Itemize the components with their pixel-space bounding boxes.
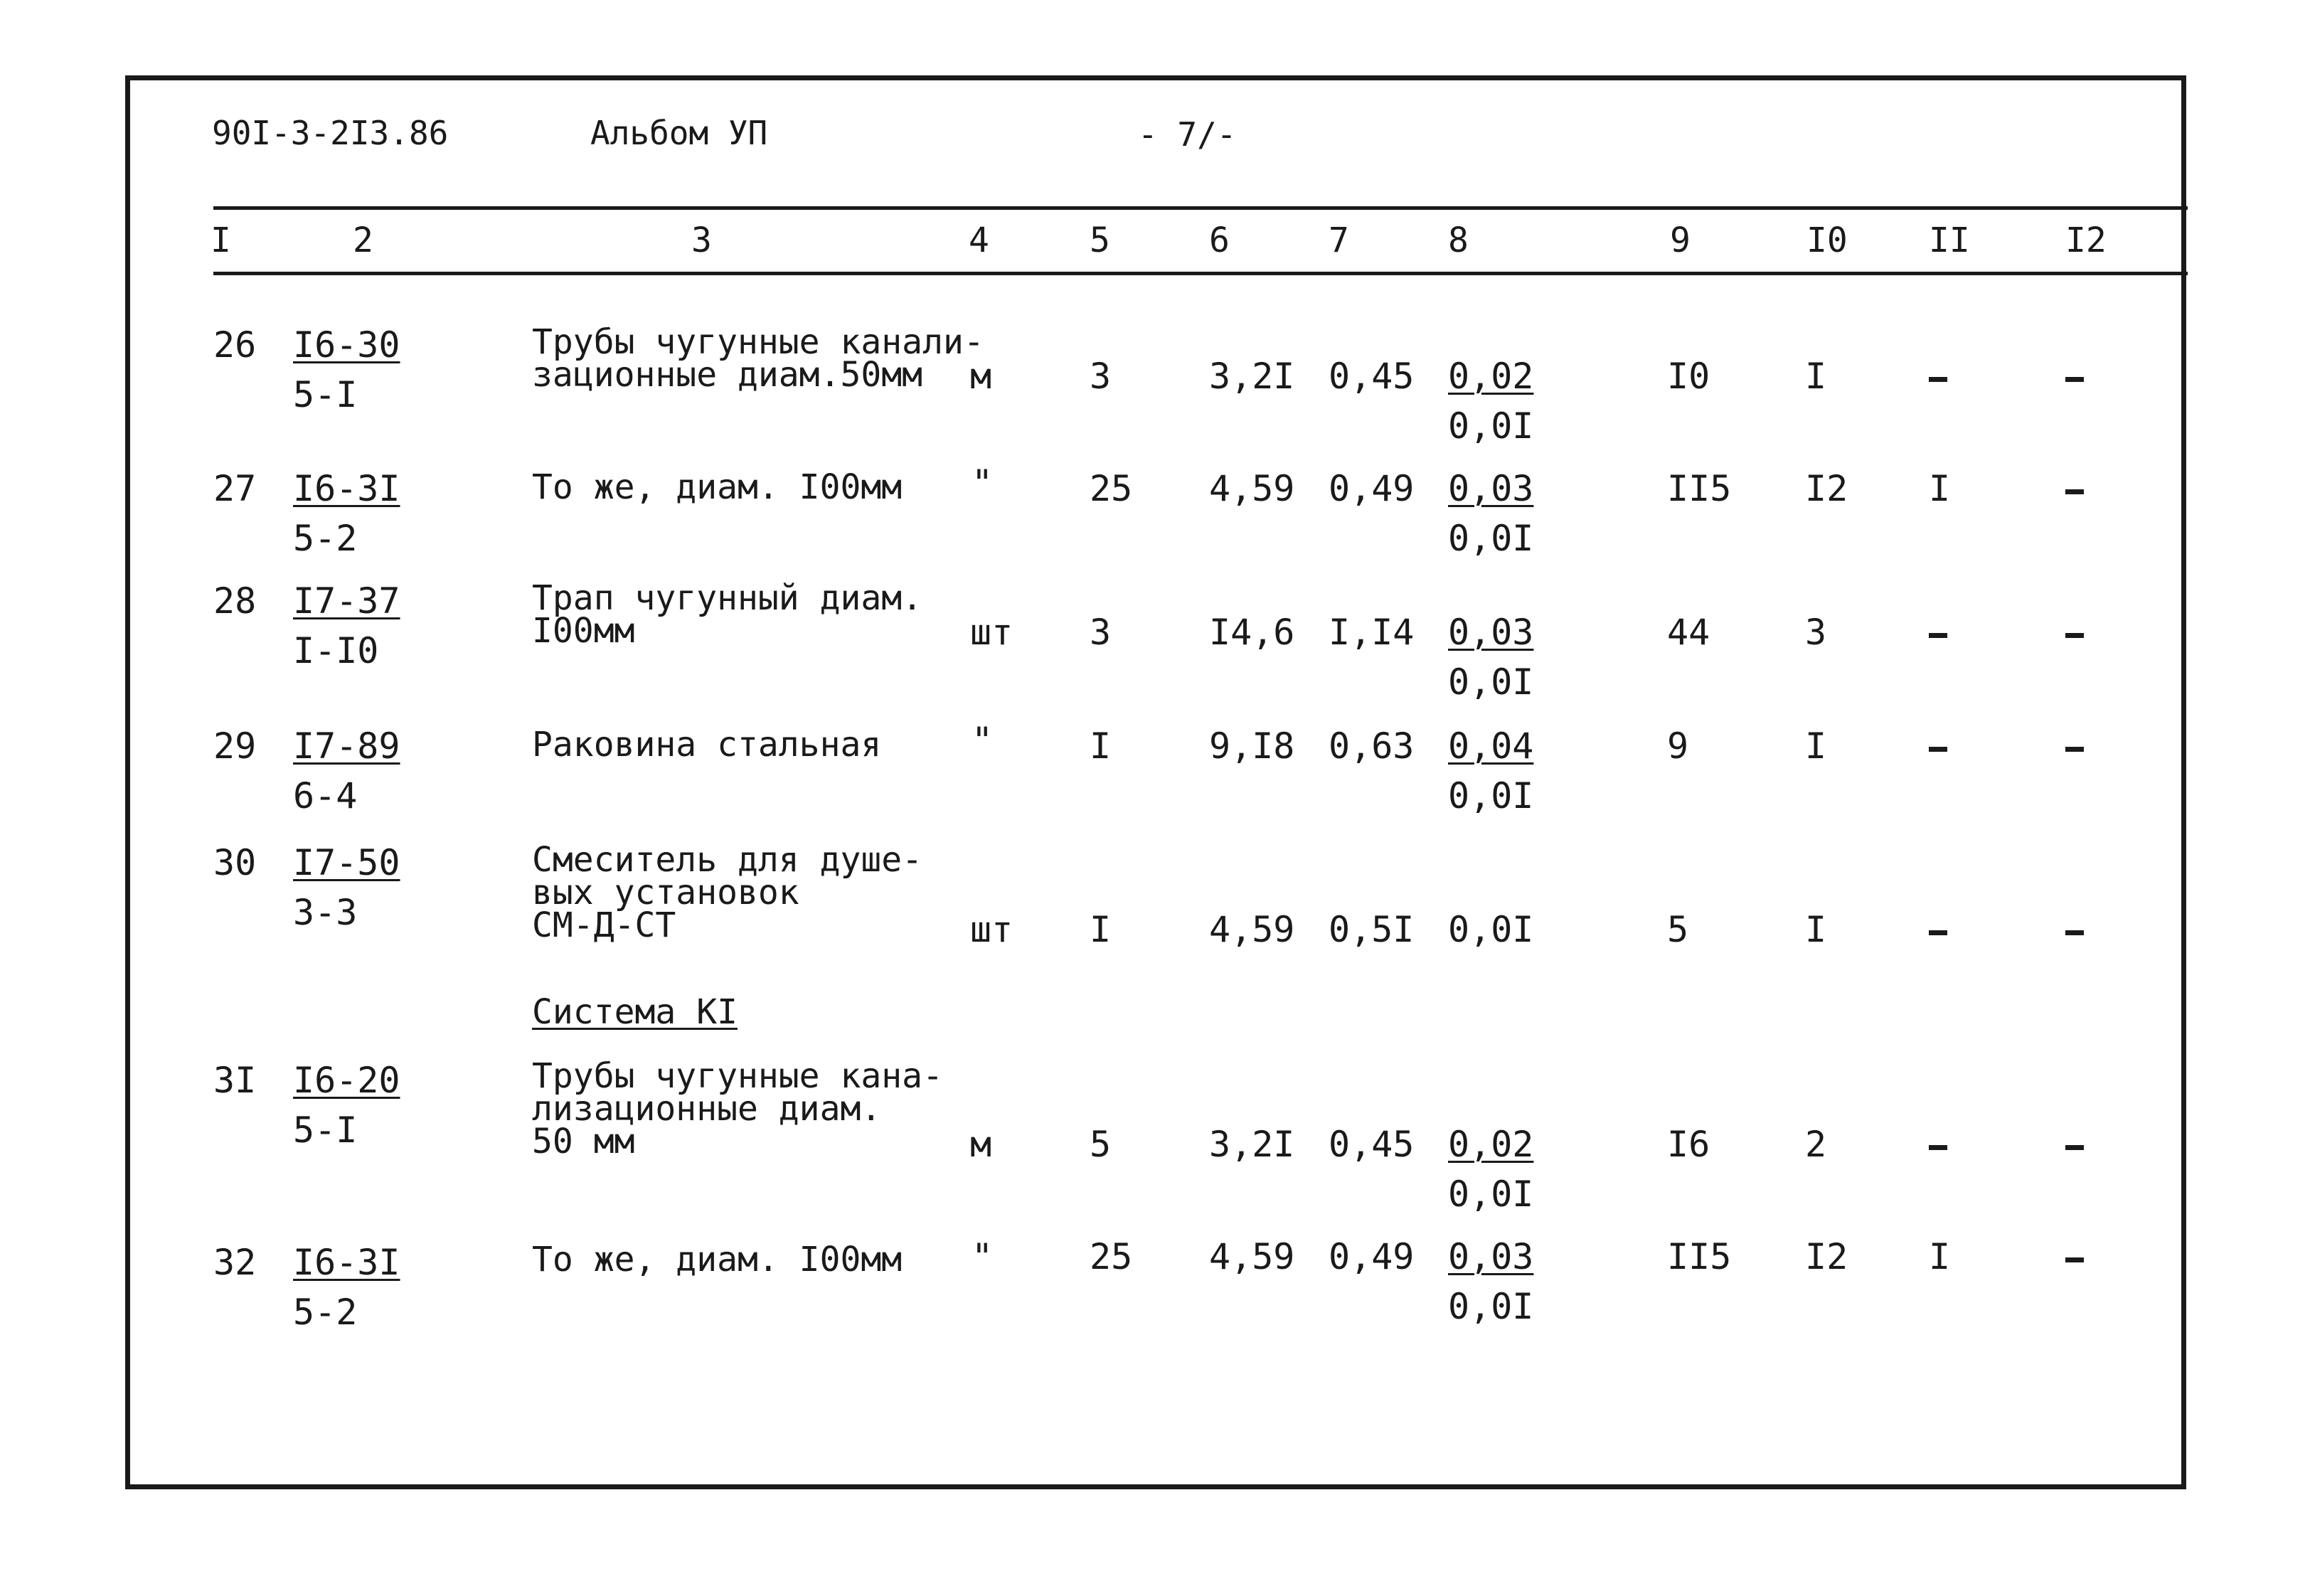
dash-mark	[2065, 1257, 2084, 1262]
column-header: II	[1929, 220, 1970, 260]
dash-mark	[2065, 633, 2084, 638]
document-code: 90I-3-2I3.86	[212, 114, 449, 152]
col6-value: I4,6	[1209, 612, 1295, 653]
column-header: I0	[1806, 220, 1848, 260]
unit-ditto: "	[972, 462, 994, 504]
col7-value: 0,45	[1329, 356, 1415, 397]
col6-value: 4,59	[1209, 1236, 1295, 1277]
norm-code: I6-20	[293, 1060, 400, 1101]
item-description: Трап чугунный диам. I00мм	[532, 578, 923, 651]
row-number: 27	[213, 468, 257, 509]
col8-top: 0,02	[1448, 356, 1534, 397]
album-label: Альбом УП	[590, 114, 768, 152]
dash-mark	[1929, 747, 1947, 752]
item-description: То же, диам. I00мм	[532, 1240, 903, 1280]
column-header: 6	[1209, 220, 1230, 260]
col7-value: 0,5I	[1329, 909, 1415, 950]
col9-value: II5	[1667, 468, 1732, 509]
column-header: 2	[353, 220, 373, 260]
col10-value: I2	[1805, 468, 1848, 509]
col6-value: 3,2I	[1209, 356, 1295, 397]
col6-value: 3,2I	[1209, 1124, 1295, 1165]
col10-value: I	[1805, 725, 1827, 767]
col8-value: 0,0I	[1448, 909, 1534, 950]
norm-subcode: 6-4	[293, 775, 358, 816]
column-header: 5	[1090, 220, 1110, 260]
col6-value: 4,59	[1209, 909, 1295, 950]
col10-value: 2	[1805, 1124, 1827, 1165]
col8-bottom: 0,0I	[1448, 1286, 1534, 1327]
col7-value: 0,45	[1329, 1124, 1415, 1165]
col11-value: I	[1929, 468, 1951, 509]
norm-subcode: 3-3	[293, 892, 358, 933]
norm-code: I6-3I	[293, 468, 400, 509]
column-header: 7	[1329, 220, 1349, 260]
unit: шт	[970, 909, 1013, 950]
item-description: Смеситель для душе- вых установок СМ-Д-СТ	[532, 840, 923, 945]
page-frame	[125, 75, 2186, 1489]
norm-code: I7-50	[293, 842, 400, 883]
row-number: 28	[213, 580, 257, 622]
row-number: 3I	[213, 1060, 257, 1101]
col7-value: I,I4	[1329, 612, 1415, 653]
row-number: 29	[213, 725, 257, 767]
quantity: 3	[1090, 612, 1112, 653]
quantity: 25	[1090, 1236, 1133, 1277]
unit-ditto: "	[972, 1236, 994, 1277]
col8-bottom: 0,0I	[1448, 775, 1534, 816]
norm-code: I7-89	[293, 725, 400, 767]
dash-mark	[2065, 747, 2084, 752]
col9-value: II5	[1667, 1236, 1732, 1277]
dash-mark	[1929, 1145, 1947, 1150]
header-bottom-rule	[213, 272, 2188, 275]
dash-mark	[2065, 489, 2084, 494]
norm-code: I7-37	[293, 580, 400, 622]
col7-value: 0,49	[1329, 1236, 1415, 1277]
column-header: 4	[969, 220, 989, 260]
column-header: 8	[1448, 220, 1469, 260]
col7-value: 0,49	[1329, 468, 1415, 509]
quantity: I	[1090, 725, 1112, 767]
col6-value: 4,59	[1209, 468, 1295, 509]
dash-mark	[2065, 930, 2084, 935]
item-description: Раковина стальная	[532, 725, 882, 765]
item-description: То же, диам. I00мм	[532, 467, 903, 507]
col7-value: 0,63	[1329, 725, 1415, 767]
col9-value: I6	[1667, 1124, 1710, 1165]
column-header: I	[211, 220, 231, 260]
column-header: I2	[2065, 220, 2107, 260]
col9-value: 9	[1667, 725, 1689, 767]
quantity: 25	[1090, 468, 1133, 509]
col10-value: 3	[1805, 612, 1827, 653]
row-number: 30	[213, 842, 257, 883]
header-top-rule	[213, 206, 2188, 210]
quantity: 5	[1090, 1124, 1112, 1165]
col8-bottom: 0,0I	[1448, 661, 1534, 703]
dash-mark	[1929, 930, 1947, 935]
col9-value: 5	[1667, 909, 1689, 950]
row-number: 32	[213, 1242, 257, 1283]
unit: м	[970, 1124, 992, 1165]
norm-code: I6-30	[293, 324, 400, 366]
dash-mark	[1929, 377, 1947, 382]
item-description: Трубы чугунные кана- лизационные диам. 50 мм	[532, 1056, 943, 1161]
col9-value: I0	[1667, 356, 1710, 397]
col8-top: 0,04	[1448, 725, 1534, 767]
row-number: 26	[213, 324, 257, 366]
norm-code: I6-3I	[293, 1242, 400, 1283]
dash-mark	[2065, 1145, 2084, 1150]
col6-value: 9,I8	[1209, 725, 1295, 767]
column-header: 3	[691, 220, 712, 260]
page-number: - 7/-	[1138, 115, 1237, 154]
unit: м	[970, 356, 992, 397]
col8-top: 0,02	[1448, 1124, 1534, 1165]
quantity: I	[1090, 909, 1112, 950]
section-title: Система КI	[532, 992, 738, 1032]
col10-value: I	[1805, 909, 1827, 950]
norm-subcode: 5-I	[293, 374, 358, 415]
col8-bottom: 0,0I	[1448, 405, 1534, 447]
col10-value: I2	[1805, 1236, 1848, 1277]
dash-mark	[2065, 377, 2084, 382]
col10-value: I	[1805, 356, 1827, 397]
norm-subcode: I-I0	[293, 630, 379, 671]
unit-ditto: "	[972, 720, 994, 761]
dash-mark	[1929, 633, 1947, 638]
col8-bottom: 0,0I	[1448, 518, 1534, 559]
col8-bottom: 0,0I	[1448, 1174, 1534, 1215]
col8-top: 0,03	[1448, 612, 1534, 653]
item-description: Трубы чугунные канали- зационные диам.50мм	[532, 322, 984, 395]
norm-subcode: 5-2	[293, 1292, 358, 1333]
col8-top: 0,03	[1448, 468, 1534, 509]
norm-subcode: 5-2	[293, 518, 358, 559]
norm-subcode: 5-I	[293, 1110, 358, 1151]
col8-top: 0,03	[1448, 1236, 1534, 1277]
unit: шт	[970, 612, 1013, 653]
col9-value: 44	[1667, 612, 1710, 653]
quantity: 3	[1090, 356, 1112, 397]
col11-value: I	[1929, 1236, 1951, 1277]
column-header: 9	[1670, 220, 1691, 260]
